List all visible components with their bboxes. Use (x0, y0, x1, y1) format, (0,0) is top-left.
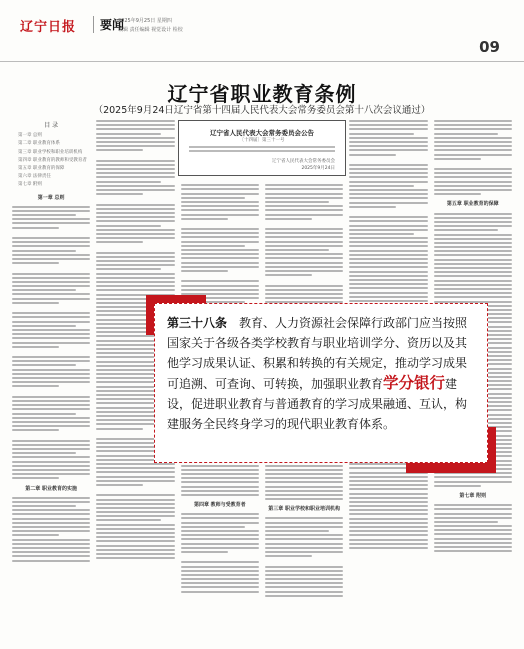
highlight-keyword: 学分银行 (383, 374, 446, 392)
highlight-callout (146, 295, 496, 473)
masthead (0, 0, 524, 62)
toc-item: 第二章 职业教育体系 (18, 141, 60, 147)
gazette-title: 辽宁省人民代表大会常务委员会公告 (210, 129, 314, 137)
toc-title: 目 录 (44, 122, 59, 129)
newspaper-logo: 辽宁日报 (20, 20, 77, 35)
toc-item: 第六章 法律责任 (18, 174, 51, 180)
toc-item: 第三章 职业学校和职业培训机构 (18, 149, 83, 155)
column-1 (12, 120, 90, 649)
gazette-number: 〔十四届〕第三十一号 (239, 138, 285, 143)
chapter-heading: 第七章 附则 (459, 492, 487, 499)
callout-body-end: 建设，促进职业教育与普通教育的学习成果融通、互认，构建服务全民终身学习的现代职业教育体系。 (167, 377, 468, 431)
gazette-date: 2025年9月24日 (301, 166, 335, 171)
chapter-heading: 第一章 总则 (37, 194, 65, 201)
gazette-notice (178, 120, 346, 176)
chapter-heading: 第五章 职业教育的保障 (446, 201, 499, 208)
toc-item: 第五章 职业教育的保障 (18, 165, 65, 171)
toc-item: 第七章 附则 (18, 182, 42, 188)
callout-body: 教育、人力资源社会保障行政部门应当按照国家关于各级各类学校教育与职业培训学分、资历以及其他学习成果认证、积累和转换的有关规定，推动学习成果可追溯、可查询、可转换，加强职业教育 (167, 316, 468, 391)
chapter-heading: 第二章 职业教育的实施 (25, 485, 78, 492)
callout-text (154, 303, 488, 463)
corner-accent-bottom-right (406, 463, 496, 473)
chapter-heading: 第四章 教师与受教育者 (193, 502, 246, 509)
section-name: 要闻 (93, 16, 124, 33)
page-number: 09 (479, 38, 500, 56)
chapter-heading: 第三章 职业学校和职业培训机构 (268, 506, 341, 513)
page-title: 辽宁省职业教育条例 (167, 82, 357, 106)
toc-item: 第四章 职业教育的教师和受教育者 (18, 157, 87, 163)
editor-credits: 编辑 责任编辑 视觉设计 检校 (118, 27, 183, 33)
article-number: 第三十八条 (167, 316, 228, 330)
toc-item: 第一章 总则 (18, 133, 42, 139)
page-subtitle: （2025年9月24日辽宁省第十四届人民代表大会常务委员会第十八次会议通过） (93, 105, 431, 116)
edition-date: 2025年9月25日 星期四 (118, 18, 172, 24)
gazette-issuer: 辽宁省人民代表大会常务委员会 (272, 159, 335, 164)
